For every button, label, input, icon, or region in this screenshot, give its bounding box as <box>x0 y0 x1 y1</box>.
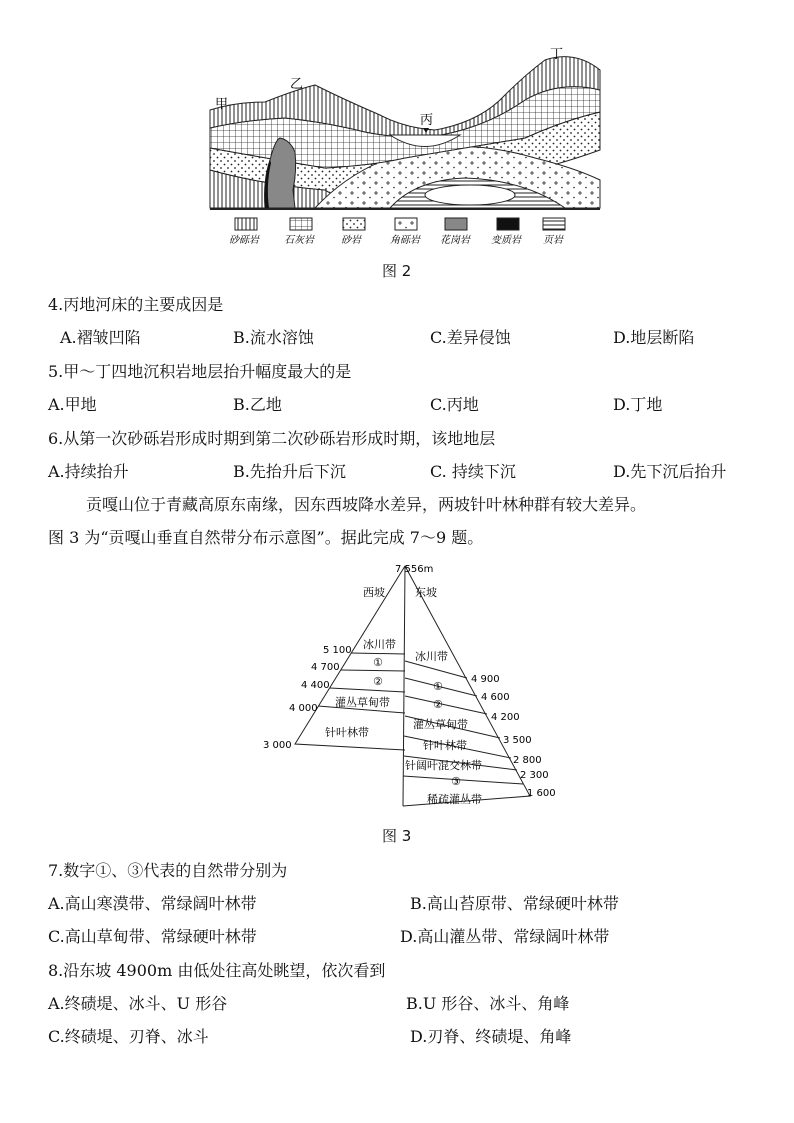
question-7: 7.数字①、③代表的自然带分别为 <box>48 861 288 880</box>
strata <box>210 57 600 210</box>
q4-option-c[interactable]: C.差异侵蚀 <box>430 328 511 347</box>
legend-swatch-granite <box>445 218 467 230</box>
svg-text:3 000: 3 000 <box>263 740 292 751</box>
q6-option-a[interactable]: A.持续抬升 <box>48 462 129 481</box>
intro-line-1: 贡嘎山位于青藏高原东南缘，因东西坡降水差异，两坡针叶林种群有较大差异。 <box>86 495 647 514</box>
q7-option-c[interactable]: C.高山草甸带、常绿硬叶林带 <box>48 927 257 946</box>
label-ding: 丁 <box>550 47 564 62</box>
figure-2-geologic-section <box>205 40 605 255</box>
svg-text:针阔叶混交林带: 针阔叶混交林带 <box>405 759 482 772</box>
q4-option-a[interactable]: A.褶皱凹陷 <box>60 328 141 347</box>
svg-text:4 400: 4 400 <box>301 680 330 691</box>
svg-text:③: ③ <box>451 775 461 788</box>
svg-text:4 000: 4 000 <box>289 703 318 714</box>
legend-label-1: 砂砾岩 <box>229 235 259 246</box>
svg-text:针叶林带: 针叶林带 <box>423 739 467 752</box>
legend-label-2: 石灰岩 <box>284 235 314 246</box>
label-jia: 甲 <box>215 97 229 112</box>
q5-option-b[interactable]: B.乙地 <box>233 395 282 414</box>
legend-swatch-shale <box>543 218 565 230</box>
legend-swatch-sandstone <box>343 218 365 230</box>
question-8: 8.沿东坡 4900m 由低处往高处眺望，依次看到 <box>48 961 386 980</box>
q4-option-d[interactable]: D.地层断陷 <box>613 328 695 347</box>
legend-swatch-metamorphic <box>497 218 519 230</box>
svg-text:冰川带: 冰川带 <box>363 638 396 651</box>
east-altitudes <box>471 674 556 799</box>
figure-3-caption: 图 3 <box>382 827 412 845</box>
q7-option-b[interactable]: B.高山苔原带、常绿硬叶林带 <box>410 894 619 913</box>
legend-swatch-limestone <box>290 218 312 230</box>
q5-option-c[interactable]: C.丙地 <box>430 395 479 414</box>
q8-option-b[interactable]: B.U 形谷、冰斗、角峰 <box>406 994 570 1013</box>
legend-label-4: 角砾岩 <box>390 235 420 246</box>
svg-text:4 600: 4 600 <box>481 692 510 703</box>
svg-text:②: ② <box>433 698 443 711</box>
legend <box>229 218 565 246</box>
svg-text:1 600: 1 600 <box>527 788 556 799</box>
question-4: 4.丙地河床的主要成因是 <box>48 295 224 314</box>
label-yi: 乙 <box>290 77 304 92</box>
east-slope-label: 东坡 <box>415 586 437 599</box>
legend-label-5: 花岗岩 <box>440 235 470 246</box>
q6-option-d[interactable]: D.先下沉后抬升 <box>613 462 727 481</box>
svg-text:4 900: 4 900 <box>471 674 500 685</box>
svg-text:稀疏灌丛带: 稀疏灌丛带 <box>427 793 482 806</box>
legend-label-6: 变质岩 <box>491 235 521 246</box>
svg-text:灌丛草甸带: 灌丛草甸带 <box>335 696 390 709</box>
q6-option-b[interactable]: B.先抬升后下沉 <box>233 462 346 481</box>
legend-label-7: 页岩 <box>543 235 563 246</box>
svg-text:①: ① <box>433 680 443 693</box>
svg-text:灌丛草甸带: 灌丛草甸带 <box>413 718 468 731</box>
svg-text:冰川带: 冰川带 <box>415 650 448 663</box>
svg-text:4 200: 4 200 <box>491 712 520 723</box>
q7-option-a[interactable]: A.高山寒漠带、常绿阔叶林带 <box>48 894 257 913</box>
q8-option-c[interactable]: C.终碛堤、刃脊、冰斗 <box>48 1027 209 1046</box>
label-bing: 丙 <box>420 113 434 128</box>
svg-text:②: ② <box>373 675 383 688</box>
question-5: 5.甲～丁四地沉积岩地层抬升幅度最大的是 <box>48 362 352 381</box>
legend-swatch-conglomerate <box>235 218 257 230</box>
q4-option-b[interactable]: B.流水溶蚀 <box>233 328 314 347</box>
q8-option-d[interactable]: D.刃脊、终碛堤、角峰 <box>410 1027 572 1046</box>
q5-option-a[interactable]: A.甲地 <box>48 395 97 414</box>
west-slope-label: 西坡 <box>363 586 385 599</box>
q7-option-d[interactable]: D.高山灌丛带、常绿阔叶林带 <box>400 927 610 946</box>
question-6: 6.从第一次砂砾岩形成时期到第二次砂砾岩形成时期，该地地层 <box>48 429 496 448</box>
q5-option-d[interactable]: D.丁地 <box>613 395 663 414</box>
legend-swatch-breccia <box>395 218 417 230</box>
q8-option-a[interactable]: A.终碛堤、冰斗、U 形谷 <box>48 994 228 1013</box>
q6-option-c[interactable]: C. 持续下沉 <box>430 462 516 481</box>
svg-text:针叶林带: 针叶林带 <box>325 726 369 739</box>
svg-text:3 500: 3 500 <box>503 735 532 746</box>
svg-text:4 700: 4 700 <box>311 662 340 673</box>
figure-2-caption: 图 2 <box>382 262 412 280</box>
legend-label-3: 砂岩 <box>341 235 361 246</box>
svg-text:2 300: 2 300 <box>520 770 549 781</box>
svg-text:2 800: 2 800 <box>513 755 542 766</box>
svg-text:①: ① <box>373 656 383 669</box>
east-zone-labels <box>405 649 482 806</box>
svg-text:5 100: 5 100 <box>323 645 352 656</box>
figure-3-vertical-zones <box>255 558 565 818</box>
peak-altitude: 7 556m <box>395 564 434 575</box>
intro-line-2: 图 3 为“贡嘎山垂直自然带分布示意图”。据此完成 7～9 题。 <box>48 528 484 547</box>
